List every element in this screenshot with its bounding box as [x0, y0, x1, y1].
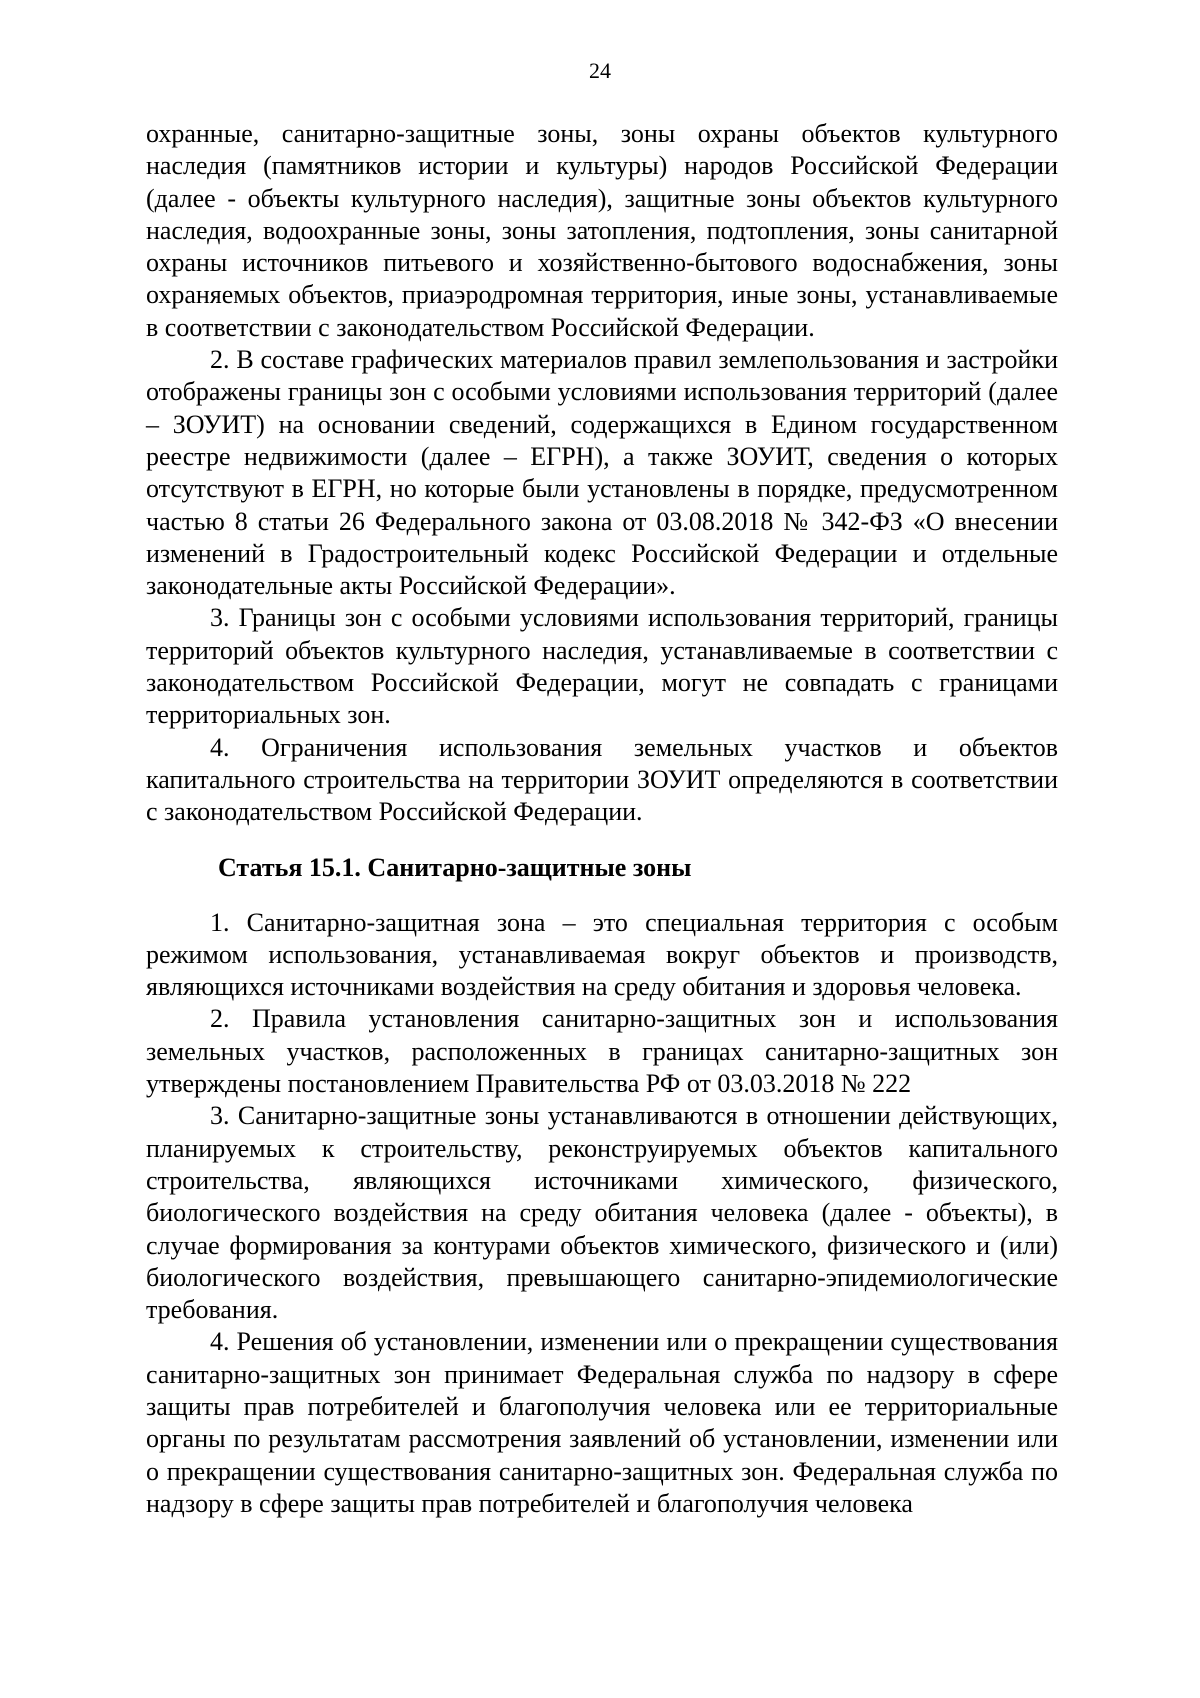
- article-paragraph-1: 1. Санитарно-защитная зона – это специальная территория с особым режимом использования, устанавливаемая вокруг объектов и производств, являющихся источниками воздействия на среду обитания и здоровья человека.: [146, 907, 1058, 1002]
- document-body: [146, 118, 1058, 1520]
- paragraph-3-zone-boundaries: 3. Границы зон с особыми условиями использования территорий, границы территорий объектов культурного наследия, устанавливаемые в соответствии с законодательством Российской Федерации, могут не совпадать с границами территориальных зон.: [146, 603, 1058, 730]
- article-paragraph-3: 3. Санитарно-защитные зоны устанавливаются в отношении действующих, планируемых к строительству, реконструируемых объектов капитального строительства, являющихся источниками химического, физического, биологического воздействия на среду обитания человека (далее - объекты), в случае формирования за контурами объектов химического, физического и (или) биологического воздействия, превышающего санитарно-эпидемиологические требования.: [146, 1101, 1058, 1325]
- paragraph-2-graphic-materials: 2. В составе графических материалов правил землепользования и застройки отображены границы зон с особыми условиями использования территорий (далее – ЗОУИТ) на основании сведений, содержащихся в Едином государственном реестре недвижимости (далее – ЕГРН), а также ЗОУИТ, сведения о которых отсутствуют в ЕГРН, но которые были установлены в порядке, предусмотренном частью 8 статьи 26 Федерального закона от 03.08.2018 № 342-ФЗ «О внесении изменений в Градостроительный кодекс Российской Федерации и отдельные законодательные акты Российской Федерации».: [146, 345, 1058, 601]
- paragraph-4-restrictions: 4. Ограничения использования земельных участков и объектов капитального строительства на территории ЗОУИТ определяются в соответствии с законодательством Российской Федерации.: [146, 732, 1058, 827]
- page-number: 24: [589, 58, 611, 83]
- article-body: [146, 907, 1058, 1521]
- article-heading: Статья 15.1. Санитарно-защитные зоны: [218, 852, 692, 882]
- article-paragraph-4: 4. Решения об установлении, изменении или о прекращении существования санитарно-защитных зон принимает Федеральная служба по надзору в сфере защиты прав потребителей и благополучия человека или ее территориальные органы по результатам рассмотрения заявлений об установлении, изменении или о прекращении существования санитарно-защитных зон. Федеральная служба по надзору в сфере защиты прав потребителей и благополучия человека: [146, 1327, 1058, 1518]
- paragraph-zones-list: охранные, санитарно-защитные зоны, зоны охраны объектов культурного наследия (памятников истории и культуры) народов Российской Федерации (далее - объекты культурного наследия), защитные зоны объектов культурного наследия, водоохранные зоны, зоны затопления, подтопления, зоны санитарной охраны источников питьевого и хозяйственно-бытового водоснабжения, зоны охраняемых объектов, приаэродромная территория, иные зоны, устанавливаемые в соответствии с законодательством Российской Федерации.: [146, 119, 1058, 342]
- article-paragraph-2: 2. Правила установления санитарно-защитных зон и использования земельных участков, расположенных в границах санитарно-защитных зон утверждены постановлением Правительства РФ от 03.03.2018 № 222: [146, 1004, 1058, 1099]
